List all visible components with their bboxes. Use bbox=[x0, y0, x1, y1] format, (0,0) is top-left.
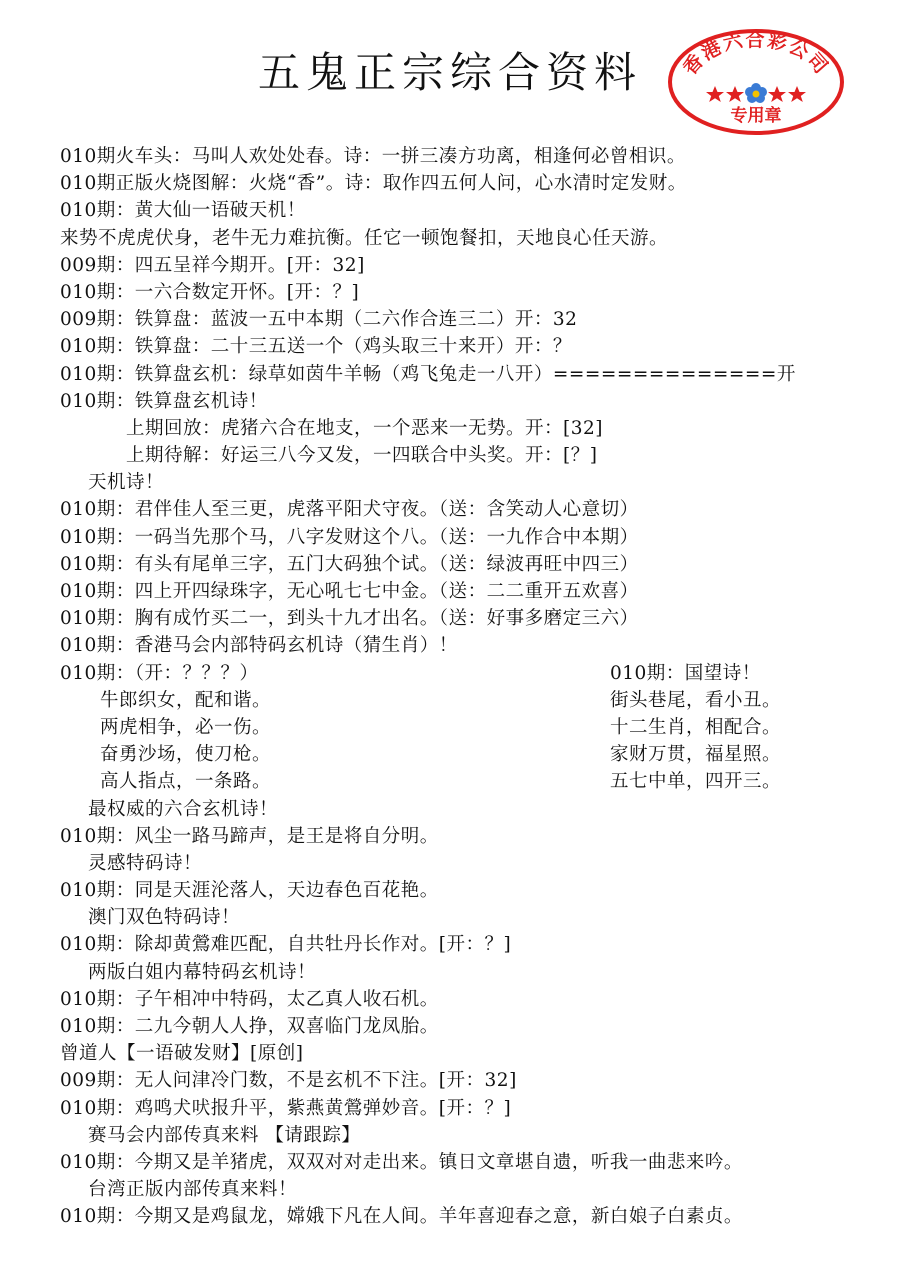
text-line: 010期：四上开四绿珠字，无心吼七七中金。（送：二二重开五欢喜） bbox=[60, 581, 639, 602]
text-line: 010期：二九今朝人人挣，双喜临门龙凤胎。 bbox=[60, 1016, 439, 1037]
text-line: 来势不虎虎伏身，老牛无力难抗衡。任它一顿饱餐扣，天地良心任天游。 bbox=[60, 227, 669, 249]
section-heading: 天机诗！ bbox=[88, 472, 165, 494]
text-line: 010期：黄大仙一语破天机！ bbox=[60, 200, 306, 222]
section-heading: 曾道人【一语破发财】[原创] bbox=[60, 1043, 304, 1065]
text-line: 010期：国望诗！ bbox=[610, 662, 761, 684]
text-line: 010期：铁算盘玄机诗！ bbox=[60, 390, 268, 412]
section-heading: 赛马会内部传真来料 【请跟踪】 bbox=[88, 1124, 361, 1146]
poem-right-column bbox=[610, 660, 800, 796]
text-line: 街头巷尾，看小丑。 bbox=[610, 689, 782, 711]
content-lines bbox=[60, 143, 890, 1231]
flower-icon bbox=[745, 83, 767, 103]
text-line: 010期：风尘一路马蹄声，是王是将自分明。 bbox=[60, 825, 439, 847]
text-line: 010期：香港马会内部特码玄机诗（猜生肖）！ bbox=[60, 635, 458, 657]
stamp-bottom-text: 专用章 bbox=[730, 106, 782, 126]
section-heading: 台湾正版内部传真来料！ bbox=[88, 1179, 298, 1201]
page-title: 五鬼正宗综合资料 bbox=[257, 48, 642, 97]
section-heading: 灵感特码诗！ bbox=[88, 852, 203, 874]
text-line: 010期：（开：？？？） bbox=[60, 662, 259, 684]
text-line: 牛郎织女，配和谐。 bbox=[100, 689, 272, 711]
text-line: 两虎相争，必一伤。 bbox=[100, 716, 272, 738]
text-line: 010期：胸有成竹买二一，到头十九才出名。（送：好事多磨定三六） bbox=[60, 608, 639, 630]
text-line: 010期：鸡鸣犬吠报升平，紫燕黄鶯弹妙音。[开：？] bbox=[60, 1097, 512, 1119]
text-line: 010期：铁算盘：二十三五送一个（鸡头取三十来开）开：？ bbox=[60, 336, 572, 358]
section-heading: 两版白姐内幕特码玄机诗！ bbox=[88, 961, 317, 983]
company-seal-stamp bbox=[667, 28, 845, 136]
text-line: 高人指点，一条路。 bbox=[100, 771, 272, 793]
text-line: 上期回放：虎猪六合在地支，一个恶来一无势。开：[32] bbox=[126, 417, 603, 439]
poem-left-column bbox=[60, 660, 271, 796]
text-line: 010期火车头：马叫人欢处处春。诗：一拼三凑方功离，相逢何必曾相识。 bbox=[60, 146, 686, 167]
text-line: 010期：同是天涯沦落人，天边春色百花艳。 bbox=[60, 880, 439, 902]
text-line: 奋勇沙场，使刀枪。 bbox=[100, 744, 272, 766]
poem-split-block bbox=[60, 660, 800, 796]
text-line: 五七中单，四开三。 bbox=[610, 771, 782, 793]
text-line: 009期：铁算盘：蓝波一五中本期（二六作合连三二）开：32 bbox=[60, 309, 578, 331]
section-heading: 最权威的六合玄机诗！ bbox=[88, 798, 279, 820]
text-line: 010期：今期又是鸡鼠龙，嫦娥下凡在人间。羊年喜迎春之意，新白娘子白素贞。 bbox=[60, 1206, 743, 1228]
text-line: 上期待解：好运三八今又发，一四联合中头奖。开：[？] bbox=[126, 445, 598, 467]
text-line: 010期正版火烧图解：火烧“香”。诗：取作四五何人问，心水清时定发财。 bbox=[60, 173, 687, 195]
section-heading: 澳门双色特码诗！ bbox=[88, 907, 241, 929]
text-line: 010期：一码当先那个马，八字发财这个八。（送：一九作合中本期） bbox=[60, 526, 639, 548]
text-line: 009期：无人问津冷门数，不是玄机不下注。[开：32] bbox=[60, 1070, 517, 1092]
text-line: 010期：除却黄鶯难匹配，自共牡丹长作对。[开：？] bbox=[60, 934, 512, 956]
text-line: 009期：四五呈祥今期开。[开：32] bbox=[60, 254, 365, 276]
text-line: 010期：铁算盘玄机：绿草如茵牛羊畅（鸡飞兔走一八开）==============开 bbox=[60, 363, 796, 385]
text-line: 家财万贯，福星照。 bbox=[610, 744, 782, 766]
text-line: 010期：子午相冲中特码，太乙真人收石机。 bbox=[60, 988, 439, 1010]
text-line: 010期：有头有尾单三字，五门大码独个试。（送：绿波再旺中四三） bbox=[60, 553, 639, 575]
text-line: 010期：君伴佳人至三更，虎落平阳犬守夜。（送：含笑动人心意切） bbox=[60, 499, 639, 521]
text-line: 十二生肖，相配合。 bbox=[610, 716, 782, 738]
text-line: 010期：一六合数定开怀。[开：？] bbox=[60, 281, 360, 303]
text-line: 010期：今期又是羊猪虎，双双对对走出来。镇日文章堪自遗，听我一曲悲来吟。 bbox=[60, 1151, 743, 1173]
svg-text:香港六合彩公司: 香港六合彩公司 bbox=[679, 29, 833, 80]
